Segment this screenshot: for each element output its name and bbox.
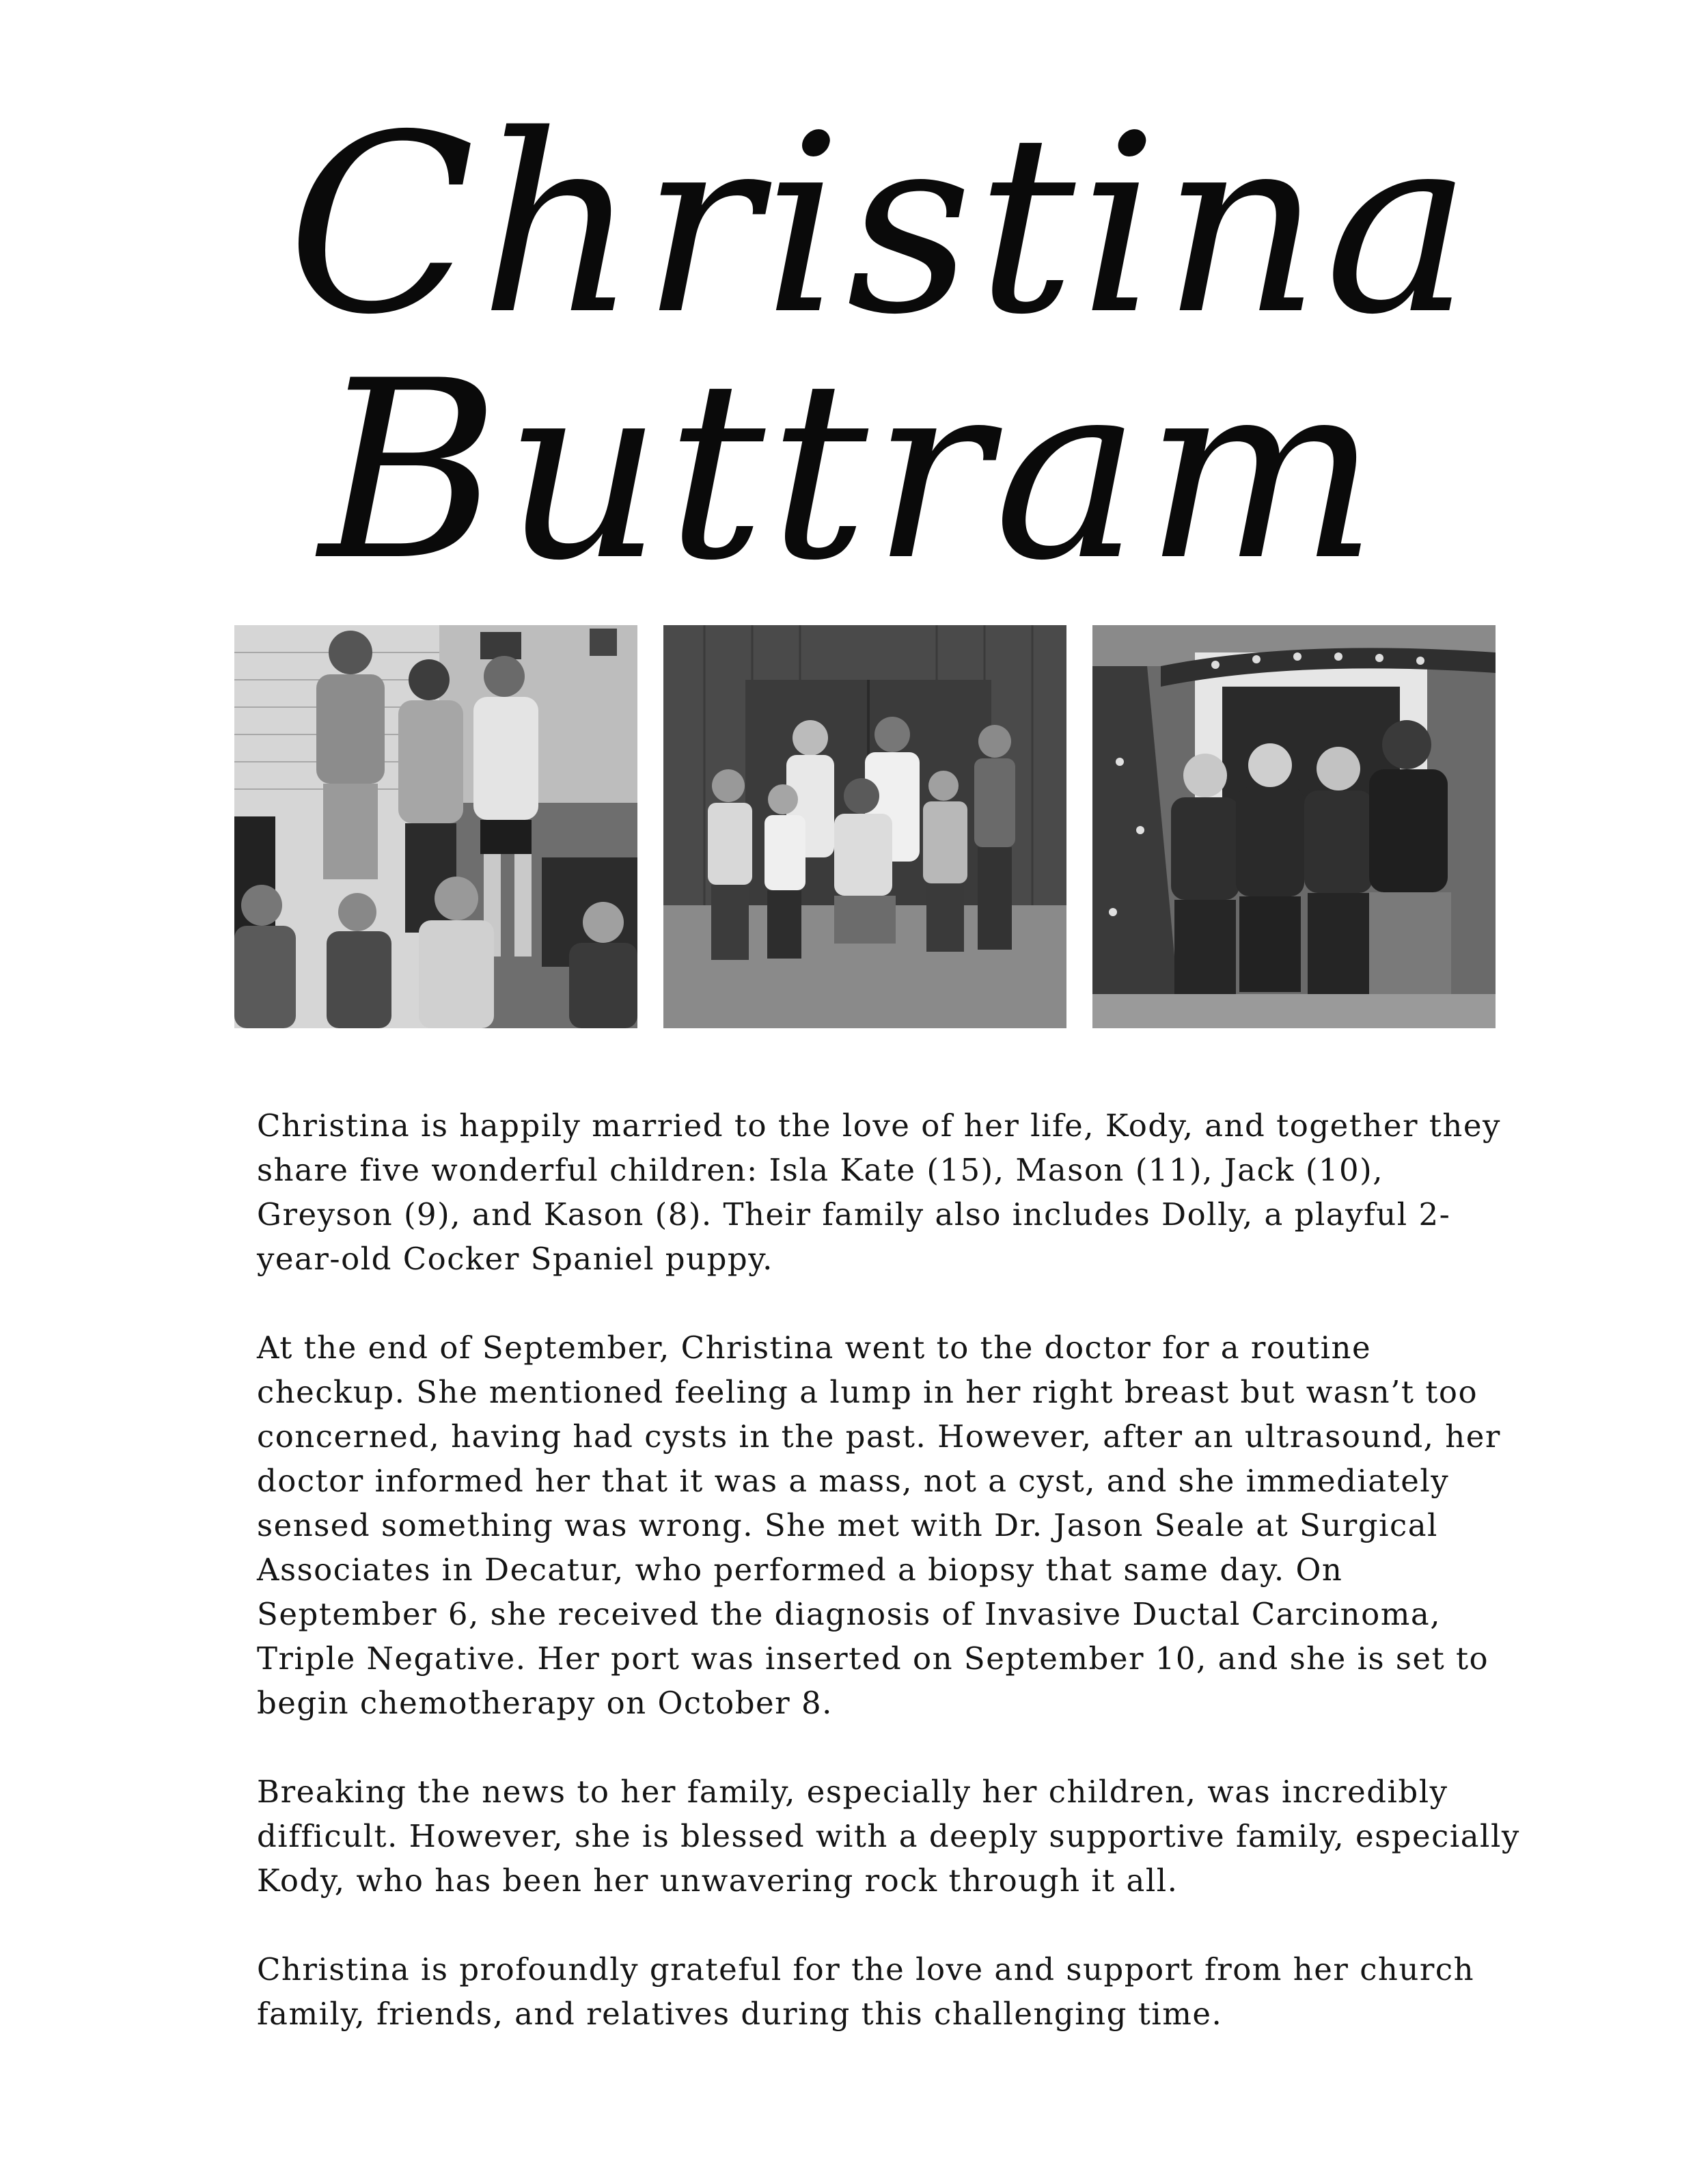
family-photo-living-room (234, 625, 637, 1028)
paragraph-support: Breaking the news to her family, especially her children, was incredibly difficult. However, she is blessed with a deeply supportive family, especially Kody, who has been her unwavering rock through it all. (257, 1774, 1520, 1899)
family-photo-barn (663, 625, 1066, 1028)
family-photo-barn-icon (663, 625, 1066, 1028)
title-last-name: Buttram (319, 328, 1382, 614)
paragraph-diagnosis: At the end of September, Christina went to the doctor for a routine checkup. She mentioned feeling a lump in her right breast but wasn’t too concerned, having had cysts in the past. However, after an ultrasound, her doctor informed her that it was a mass, not a cyst, and she immediately sensed something was wrong. She met with Dr. Jason Seale at Surgical Associates in Decatur, who performed a biopsy that same day. On September 6, she received the diagnosis of Invasive Ductal Carcinoma, Triple Negative. Her port was inserted on September 10, and she is set to begin chemotherapy on October 8. (257, 1330, 1501, 1721)
paragraph-family: Christina is happily married to the love of her life, Kody, and together they share five wonderful children: Isla Kate (15), Mason (11), Jack (10), Greyson (9), and Kason (8). Their family also includes Dolly, a playful 2-year-old Cocker Spaniel puppy. (257, 1107, 1501, 1277)
family-photo-living-room-icon (234, 625, 637, 1028)
family-photo-christmas-icon (1092, 625, 1496, 1028)
body-text (257, 1103, 1528, 2080)
title-first-name: Christina (287, 82, 1476, 368)
paragraph-gratitude: Christina is profoundly grateful for the love and support from her church family, friends, and relatives during this challenging time. (257, 1951, 1475, 2032)
family-photo-christmas (1092, 625, 1496, 1028)
